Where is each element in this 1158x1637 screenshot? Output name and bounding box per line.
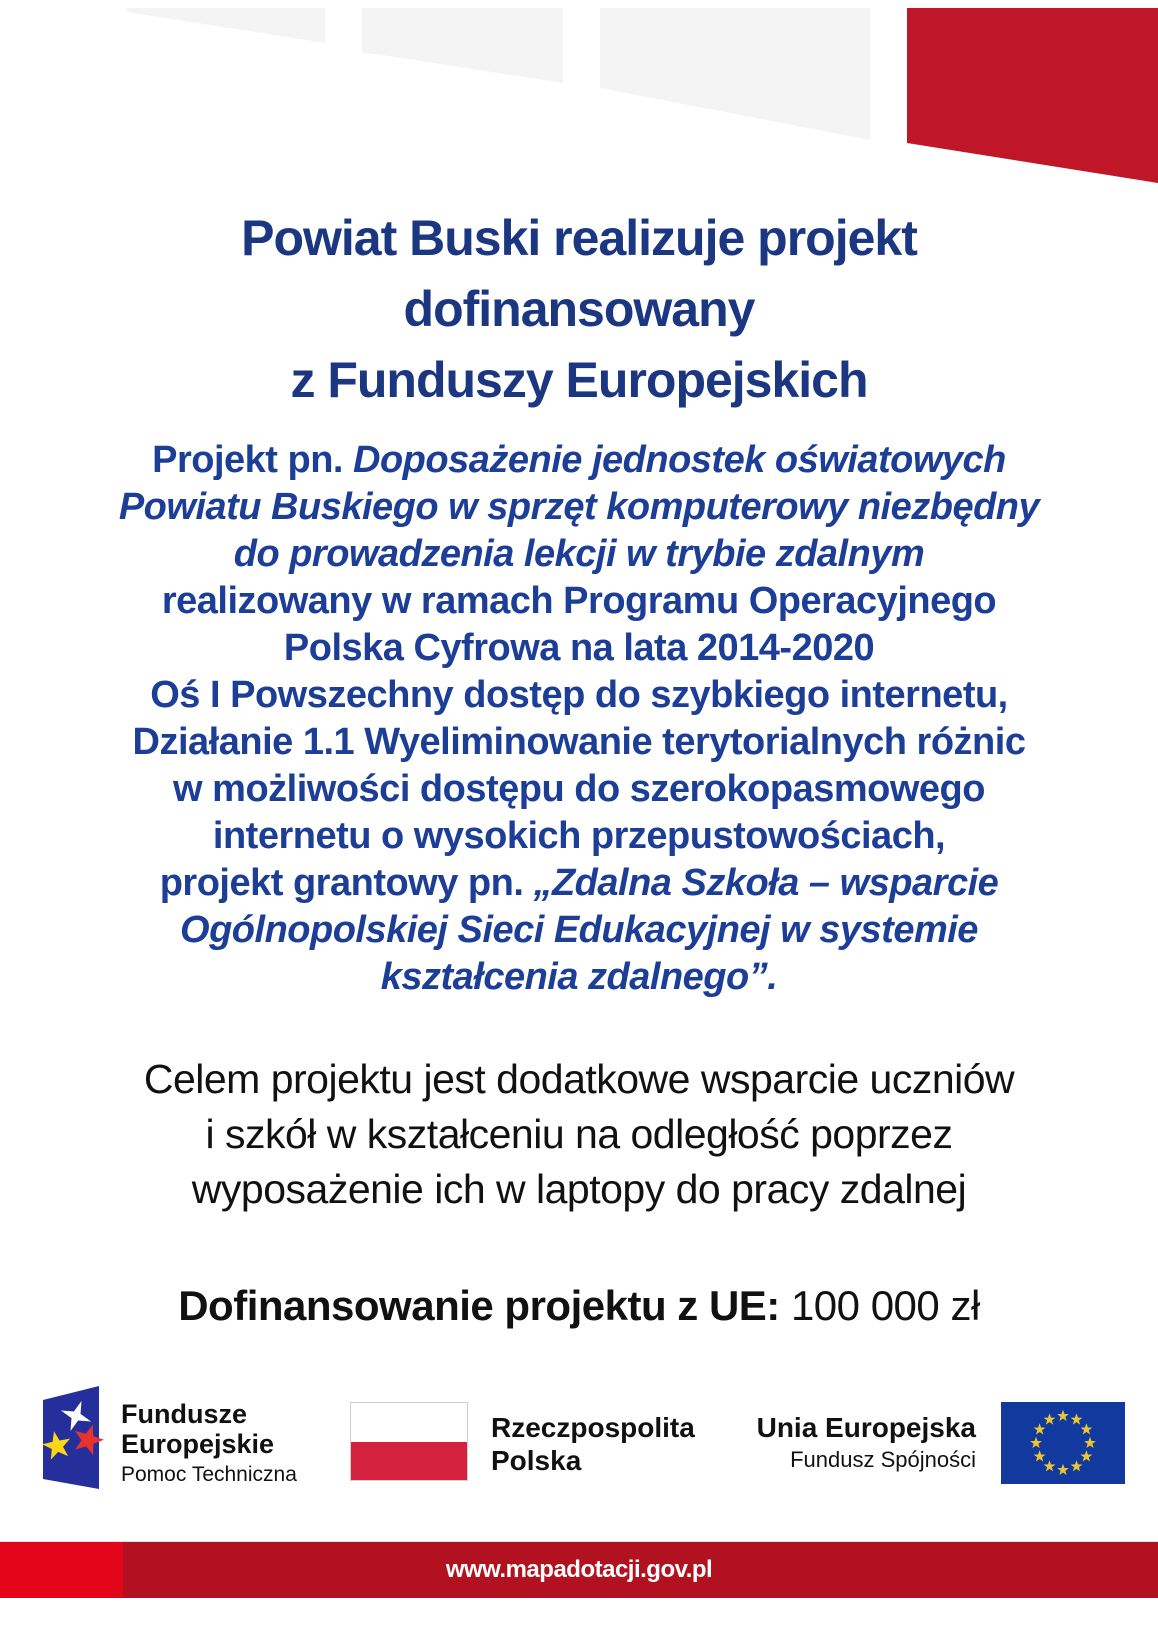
description-line	[0, 578, 1158, 625]
description-line	[0, 954, 1158, 1001]
description-segment: internetu o wysokich przepustowościach,	[212, 815, 946, 857]
pl-line1: Rzeczpospolita	[491, 1412, 695, 1443]
fundusze-europejskie-label	[121, 1399, 297, 1487]
rzeczpospolita-polska-label	[491, 1411, 695, 1477]
description-line	[0, 860, 1158, 907]
description-segment: Polska Cyfrowa na lata 2014-2020	[283, 627, 875, 669]
description-segment-italic: Doposażenie jednostek oświatowych	[353, 439, 1006, 481]
footer-url: www.mapadotacji.gov.pl	[445, 1556, 713, 1583]
description-segment: Projekt pn.	[152, 439, 354, 481]
funding-line	[0, 1282, 1158, 1330]
title-line: z Funduszy Europejskich	[290, 352, 868, 408]
eu-line2: Fundusz Spójności	[790, 1447, 976, 1472]
page-title	[0, 203, 1158, 416]
goal-line: Celem projektu jest dodatkowe wsparcie uczniów	[143, 1056, 1015, 1102]
fe-line2: Europejskie	[121, 1429, 275, 1459]
description-segment: projekt grantowy pn.	[159, 862, 534, 904]
eu-line1: Unia Europejska	[756, 1412, 976, 1443]
funding-label: Dofinansowanie projektu z UE:	[178, 1282, 780, 1329]
poland-flag-red-stripe	[351, 1442, 467, 1481]
description-segment-italic: Ogólnopolskiej Sieci Edukacyjnej w systemie	[180, 909, 978, 951]
gray-wedge-2	[362, 8, 563, 83]
gray-wedge-3	[600, 8, 870, 140]
poland-flag-white-stripe	[351, 1403, 467, 1442]
description-line	[0, 484, 1158, 531]
description-line	[0, 531, 1158, 578]
description-segment-italic: kształcenia zdalnego”.	[380, 956, 778, 998]
fe-line3: Pomoc Techniczna	[121, 1463, 297, 1486]
description-segment: w możliwości dostępu do szerokopasmowego	[173, 768, 985, 810]
header-decoration	[0, 0, 1158, 190]
description-segment-italic: Powiatu Buskiego w sprzęt komputerowy niezbędny	[118, 486, 1040, 528]
description-segment-italic: do prowadzenia lekcji w trybie zdalnym	[233, 533, 925, 575]
gray-wedge-1	[127, 8, 325, 43]
goal-line: wyposażenie ich w laptopy do pracy zdalnej	[191, 1166, 967, 1212]
red-corner-shape	[907, 8, 1158, 183]
title-line: dofinansowany	[403, 281, 755, 337]
fe-line1: Fundusze	[121, 1399, 247, 1429]
description-line	[0, 719, 1158, 766]
goal-line: i szkół w kształceniu na odległość poprzez	[205, 1111, 953, 1157]
description-line	[0, 813, 1158, 860]
description-segment: Oś I Powszechny dostęp do szybkiego internetu,	[150, 674, 1008, 716]
description-line	[0, 625, 1158, 672]
description-segment: realizowany w ramach Programu Operacyjnego	[161, 580, 997, 622]
description-segment-italic: „Zdalna Szkoła – wsparcie	[533, 862, 999, 904]
title-line: Powiat Buski realizuje projekt	[241, 210, 917, 266]
description-segment: Działanie 1.1 Wyeliminowanie terytorialnych różnic	[132, 721, 1026, 763]
project-description	[0, 437, 1158, 1001]
description-line	[0, 907, 1158, 954]
footer-url-bar	[0, 1541, 1158, 1598]
funding-amount: 100 000 zł	[779, 1282, 980, 1329]
goal-paragraph	[0, 1052, 1158, 1217]
description-line	[0, 437, 1158, 484]
poland-flag-icon	[350, 1402, 468, 1481]
description-line	[0, 766, 1158, 813]
pl-line2: Polska	[491, 1445, 582, 1476]
unia-europejska-label	[757, 1412, 976, 1472]
description-line	[0, 672, 1158, 719]
eu-flag-icon	[1001, 1402, 1125, 1484]
fundusze-europejskie-flag-icon	[39, 1386, 109, 1490]
